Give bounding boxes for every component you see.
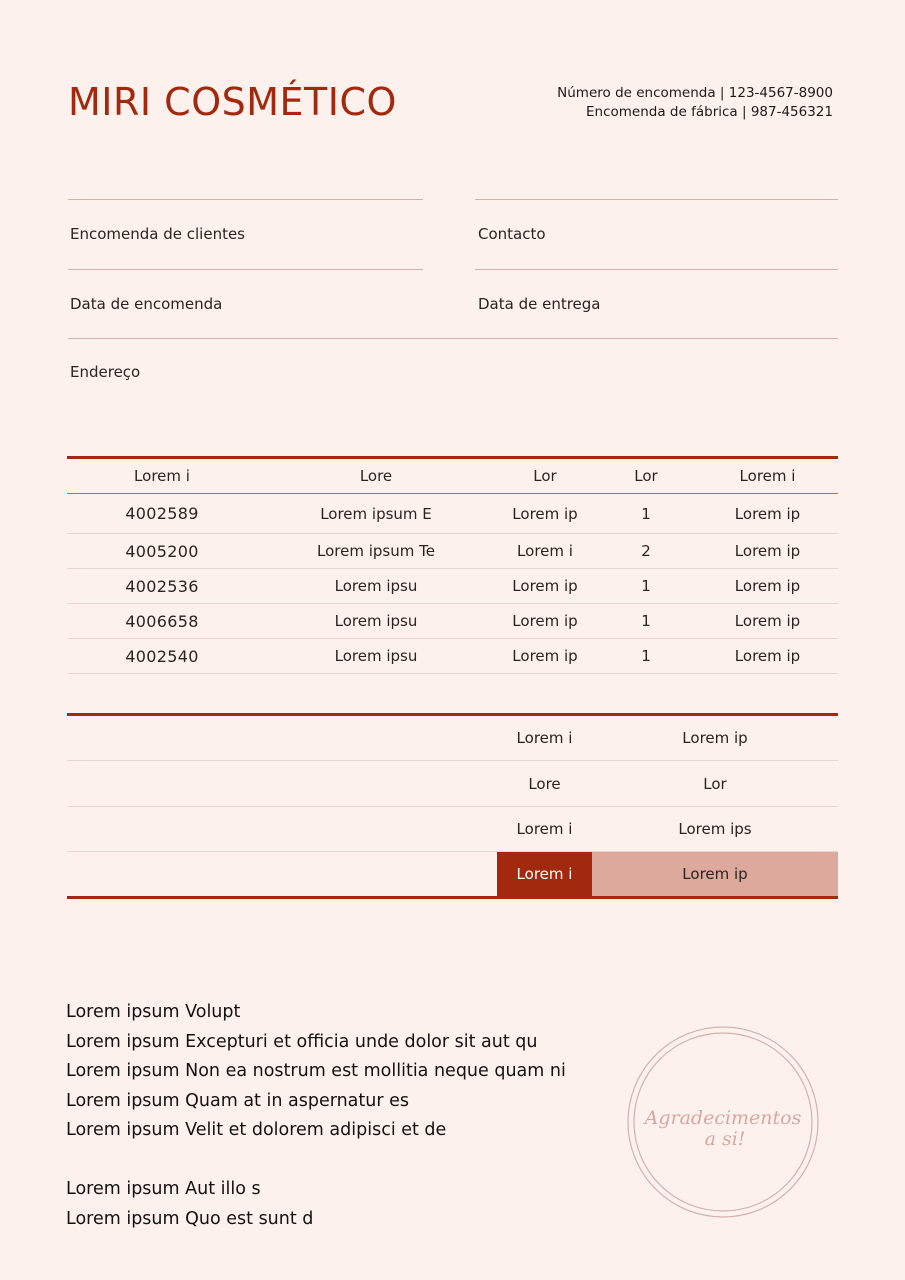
totals-row: [67, 716, 838, 761]
order-date-label: Data de encomenda: [70, 295, 223, 313]
stamp-circle-icon: [626, 1025, 820, 1219]
totals-label: Lorem i: [516, 729, 573, 747]
note-line: Lorem ipsum Quam at in aspernatur es: [66, 1090, 410, 1111]
item-description: Lorem ipsu: [334, 577, 418, 595]
totals-value: Lorem ip: [682, 729, 748, 747]
table-row: [67, 494, 838, 534]
item-quantity: 2: [641, 542, 651, 560]
item-description: Lorem ipsu: [334, 612, 418, 630]
totals-value: Lorem ips: [678, 820, 752, 838]
divider: [68, 199, 423, 200]
thank-you-stamp: [626, 1025, 820, 1219]
customer-order-label: Encomenda de clientes: [70, 225, 245, 243]
contact-label: Contacto: [478, 225, 546, 243]
item-price: Lorem ip: [512, 577, 578, 595]
item-total: Lorem ip: [734, 577, 801, 595]
column-header: Lore: [359, 467, 393, 485]
table-row: [67, 569, 838, 604]
item-total: Lorem ip: [734, 542, 801, 560]
note-line: Lorem ipsum Non ea nostrum est mollitia neque quam ni: [66, 1061, 566, 1081]
note-line: Lorem ipsum Volupt: [66, 1002, 241, 1022]
stamp-line-2: a si!: [704, 1128, 746, 1150]
brand-title: MIRI COSMÉTICO: [68, 80, 397, 124]
divider: [475, 269, 838, 270]
totals-label: Lore: [528, 774, 561, 793]
item-price: Lorem i: [517, 542, 573, 560]
delivery-date-label: Data de entrega: [478, 295, 601, 313]
item-quantity: 1: [641, 612, 651, 630]
notes: [66, 998, 566, 1234]
note-line: Lorem ipsum Excepturi et officia unde dolor sit aut qu: [66, 1031, 538, 1052]
column-header: Lorem i: [739, 467, 796, 485]
totals-table: [67, 713, 838, 899]
divider: [68, 338, 838, 339]
item-description: Lorem ipsum E: [320, 504, 432, 523]
column-header: Lorem i: [134, 467, 190, 485]
table-row: [67, 534, 838, 569]
divider: [475, 199, 838, 200]
factory-order-number: Encomenda de fábrica | 987-456321: [586, 104, 833, 120]
table-header: [67, 459, 838, 494]
totals-row: [67, 807, 838, 852]
item-quantity: 1: [641, 504, 651, 523]
item-total: Lorem ip: [734, 647, 801, 665]
table-row: [67, 604, 838, 639]
column-header: Lor: [634, 467, 658, 485]
note-line: Lorem ipsum Aut illo s: [66, 1179, 261, 1199]
grand-total-label: Lorem i: [497, 852, 592, 896]
note-line: Lorem ipsum Velit et dolorem adipisci et de: [66, 1120, 447, 1140]
item-code: 4005200: [125, 541, 199, 561]
item-description: Lorem ipsum Te: [317, 542, 435, 560]
totals-row: [67, 761, 838, 807]
note-spacer: [66, 1146, 566, 1176]
item-price: Lorem ip: [512, 612, 578, 630]
grand-total-row: [67, 852, 838, 899]
grand-total-value: Lorem ip: [592, 852, 838, 896]
item-code: 4006658: [125, 611, 199, 631]
item-code: 4002536: [125, 576, 199, 596]
note-line: Lorem ipsum Quo est sunt d: [66, 1208, 314, 1229]
table-row: [67, 639, 838, 674]
totals-value: Lor: [703, 774, 727, 793]
totals-label: Lorem i: [516, 820, 573, 838]
items-table: [67, 456, 838, 674]
order-number: Número de encomenda | 123-4567-8900: [557, 85, 833, 101]
item-price: Lorem ip: [512, 504, 578, 523]
column-header: Lor: [533, 467, 557, 485]
divider: [68, 269, 423, 270]
stamp-line-1: Agradecimentos: [644, 1107, 802, 1129]
address-label: Endereço: [70, 363, 141, 381]
item-description: Lorem ipsu: [334, 647, 418, 665]
item-total: Lorem ip: [734, 612, 801, 630]
item-quantity: 1: [641, 647, 651, 665]
item-price: Lorem ip: [512, 647, 578, 665]
item-quantity: 1: [641, 577, 651, 595]
item-total: Lorem ip: [734, 504, 801, 523]
item-code: 4002540: [125, 646, 199, 666]
item-code: 4002589: [125, 504, 199, 523]
order-info: [557, 84, 833, 122]
